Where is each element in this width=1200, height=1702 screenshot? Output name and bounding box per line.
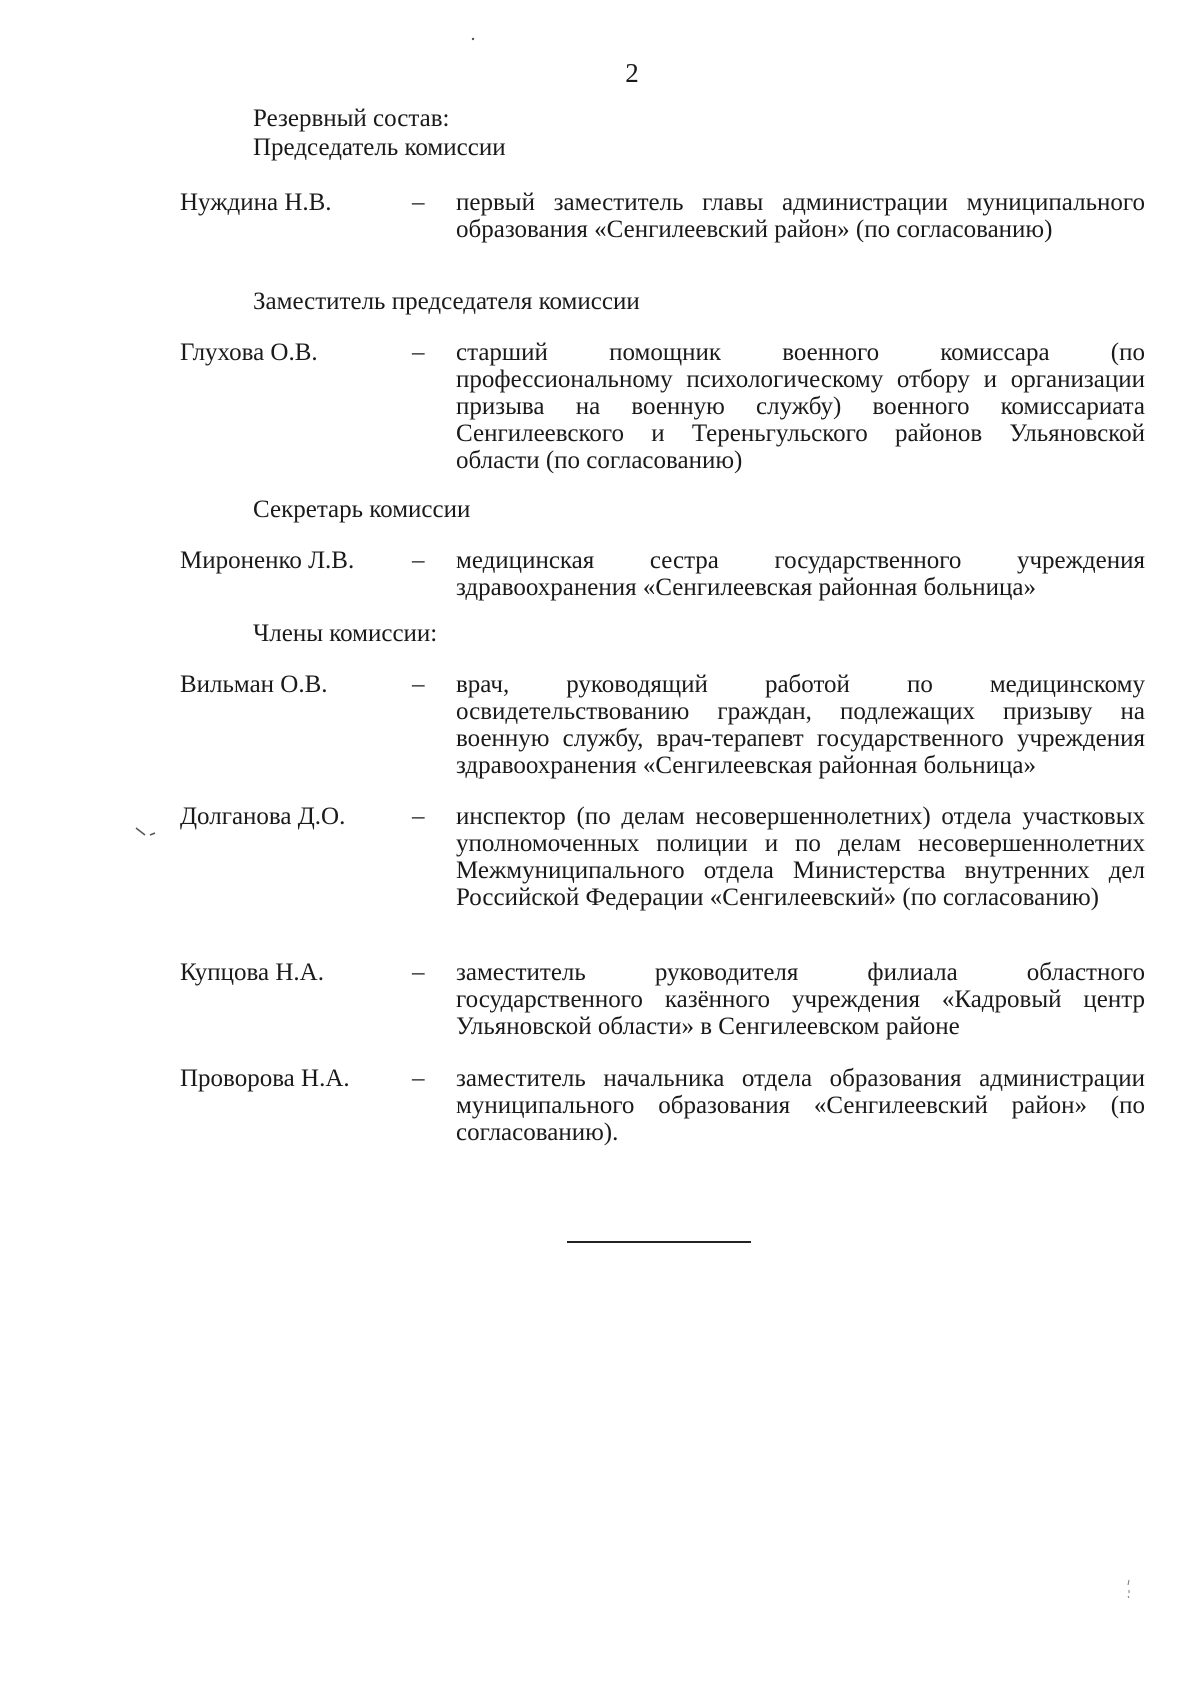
dash: – (412, 1065, 425, 1092)
heading-secretary: Секретарь комиссии (253, 496, 471, 523)
person-position: заместитель начальника отдела образования администрации муниципального образования «Сенгилеевский район» (по согласованию). (456, 1065, 1145, 1146)
person-position: заместитель руководителя филиала областного государственного казённого учреждения «Кадровый центр Ульяновской области» в Сенгилеевском районе (456, 959, 1145, 1040)
dash: – (412, 339, 425, 366)
scan-mark (134, 826, 164, 840)
person-position: медицинская сестра государственного учреждения здравоохранения «Сенгилеевская районная больница» (456, 547, 1145, 601)
person-name: Купцова Н.А. (180, 959, 324, 986)
person-position: старший помощник военного комиссара (по профессиональному психологическому отбору и организации призыва на военную службу) военного комиссариата Сенгилеевского и Тереньгульского районов Ульяновской области (по согласованию) (456, 339, 1145, 474)
entry-deputy-chairman (180, 339, 1145, 474)
dash: – (412, 547, 425, 574)
heading-deputy-chairman: Заместитель председателя комиссии (253, 288, 640, 315)
heading-chairman: Председатель комиссии (253, 134, 506, 161)
scan-mark (1124, 1578, 1134, 1600)
dash: – (412, 803, 425, 830)
entry-chairman (180, 189, 1145, 243)
entry-member-1 (180, 671, 1145, 779)
dash: – (412, 189, 425, 216)
dash: – (412, 959, 425, 986)
person-position: врач, руководящий работой по медицинскому освидетельствованию граждан, подлежащих призыву на военную службу, врач-терапевт государственного учреждения здравоохранения «Сенгилеевская районная больница» (456, 671, 1145, 779)
person-name: Глухова О.В. (180, 339, 318, 366)
person-name: Нуждина Н.В. (180, 189, 332, 216)
person-name: Проворова Н.А. (180, 1065, 350, 1092)
entry-member-4 (180, 1065, 1145, 1146)
entry-member-2 (180, 803, 1145, 911)
person-name: Вильман О.В. (180, 671, 328, 698)
dash: – (412, 671, 425, 698)
scan-mark (470, 36, 476, 42)
heading-reserve-composition: Резервный состав: (253, 105, 450, 132)
person-position: первый заместитель главы администрации муниципального образования «Сенгилеевский район» (по согласованию) (456, 189, 1145, 243)
person-name: Мироненко Л.В. (180, 547, 355, 574)
person-name: Долганова Д.О. (180, 803, 346, 830)
person-position: инспектор (по делам несовершеннолетних) отдела участковых уполномоченных полиции и по делам несовершеннолетних Межмуниципального отдела Министерства внутренних дел Российской Федерации «Сенгилеевский» (по согласованию) (456, 803, 1145, 911)
heading-members: Члены комиссии: (253, 620, 438, 647)
entry-secretary (180, 547, 1145, 601)
entry-member-3 (180, 959, 1145, 1040)
end-of-list-rule (567, 1241, 751, 1243)
page-number: 2 (625, 58, 639, 88)
